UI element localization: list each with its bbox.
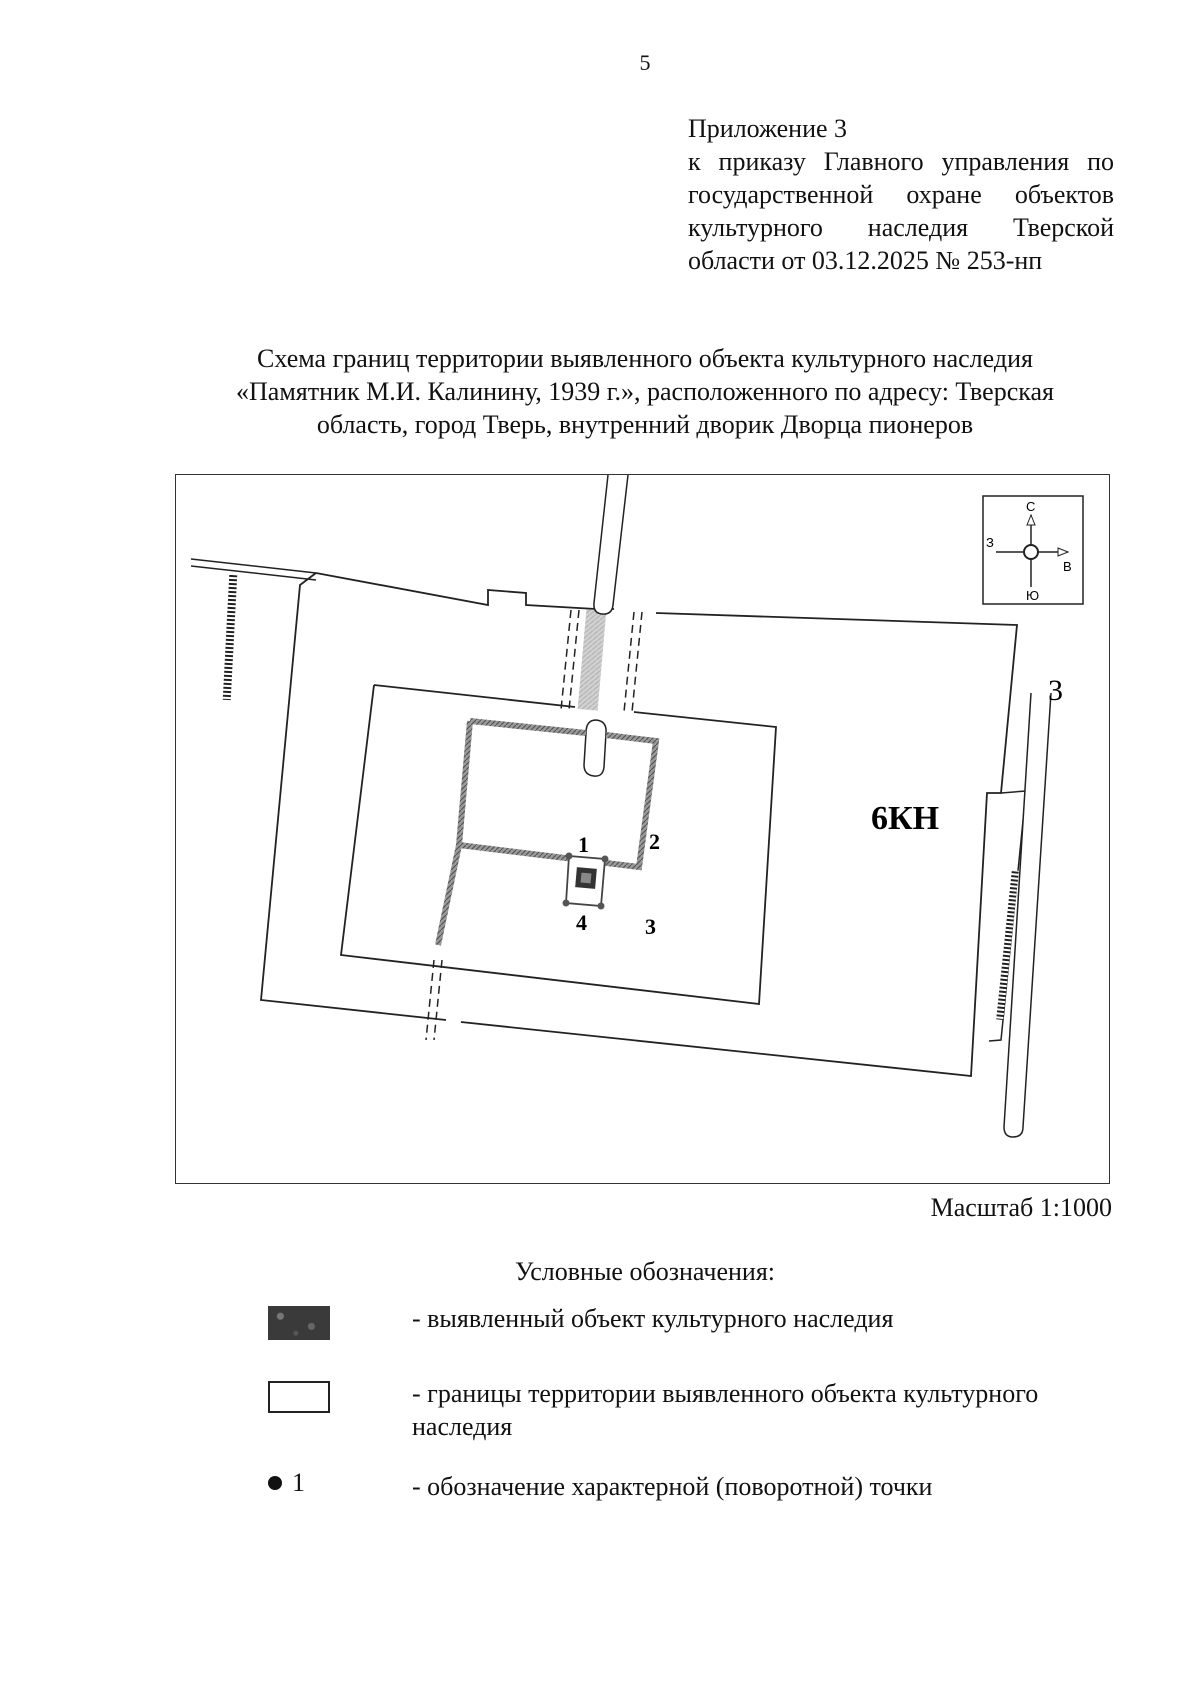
passage-hatched [578,609,607,710]
compass-rose [983,496,1083,604]
legend-point-label: 1 [292,1468,305,1497]
legend-object-text: - выявленный объект культурного наследия [412,1304,894,1333]
north-corridor-lower [584,720,606,776]
appendix-header [688,112,1114,277]
legend-boundary-swatch [268,1381,330,1413]
appendix-line-4: культурного наследия Тверской [688,213,1114,242]
heritage-object-core [581,873,592,884]
road-line [191,559,316,573]
inner-building-hatched [438,721,656,945]
north-corridor [594,475,628,614]
compass-east: В [1063,559,1072,574]
legend-boundary-text: - границы территории выявленного объекта культурного наследия [412,1379,1039,1441]
legend-title: Условные обозначения: [514,1257,776,1286]
compass-south: Ю [1026,588,1040,603]
turning-point-4 [563,900,570,907]
turning-point-3 [598,903,605,910]
site-scheme-map [175,474,1110,1184]
compass-west: З [986,535,994,550]
appendix-line-3: государственной охране объектов [688,180,1114,209]
site-scheme-svg [176,475,1108,1182]
road-line [191,566,316,580]
turning-point-2 [602,856,609,863]
appendix-line-2: к приказу Главного управления по [688,147,1114,176]
scheme-title-line-3: область, город Тверь, внутренний дворик Дворца пионеров [316,410,974,439]
zone-label: 6КН [871,800,940,837]
appendix-line-5: области от 03.12.2025 № 253-нп [688,246,1043,275]
legend-point-text: - обозначение характерной (поворотной) точки [412,1472,933,1501]
compass-north: С [1026,499,1036,514]
point-label-4: 4 [576,910,587,935]
point-label-3: 3 [645,914,656,939]
south-passage-dashes [426,960,442,1040]
point-label-2: 2 [649,829,660,854]
zone-number: 3 [1048,674,1063,707]
legend-point-symbol [268,1468,305,1498]
scheme-title [150,342,1140,441]
appendix-line-1: Приложение 3 [688,114,848,143]
turning-point-dot-icon [268,1476,282,1490]
scheme-title-line-2: «Памятник М.И. Калинину, 1939 г.», расположенного по адресу: Тверская [236,377,1054,406]
point-label-1: 1 [578,832,589,857]
page-number: 5 [639,50,651,75]
hatched-strip-left [223,575,238,700]
scheme-title-line-1: Схема границ территории выявленного объекта культурного наследия [257,344,1033,373]
legend-object-swatch [268,1306,330,1340]
turning-point-1 [566,853,573,860]
scale-label: Масштаб 1:1000 [930,1193,1112,1222]
